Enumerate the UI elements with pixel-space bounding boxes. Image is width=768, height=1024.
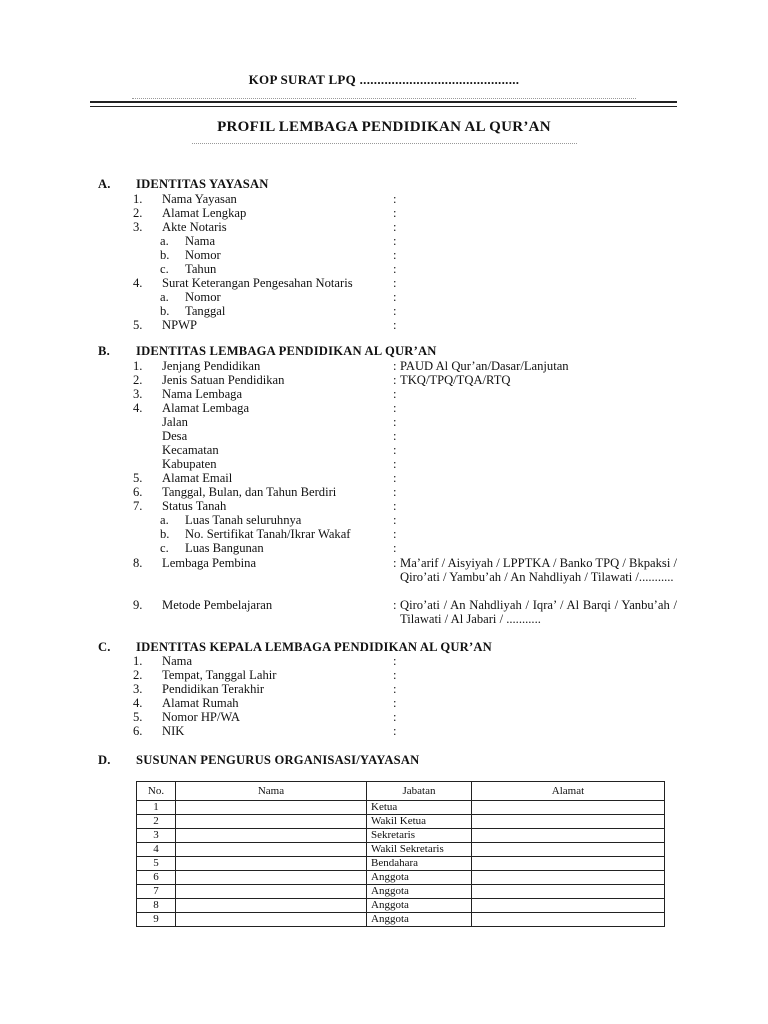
form-row [0,234,768,248]
row-number: a. [160,513,169,527]
cell-alamat [472,843,665,857]
row-label: Nama [162,654,193,668]
row-label: Nama Lembaga [162,387,243,401]
row-number: 2. [133,668,143,682]
row-colon: : [393,598,397,612]
title-dotted-line [192,137,577,144]
row-label: Kabupaten [162,457,217,471]
cell-no: 4 [137,843,176,857]
page-title: PROFIL LEMBAGA PENDIDIKAN AL QUR’AN [217,119,551,135]
cell-nama [176,829,367,843]
row-label: Jalan [162,415,188,429]
cell-alamat [472,829,665,843]
row-number: c. [160,541,169,555]
cell-jabatan: Anggota [367,913,472,927]
cell-nama [176,913,367,927]
table-row [137,885,665,899]
cell-jabatan: Bendahara [367,857,472,871]
metode-pembelajaran-options: Qiro’ati / An Nahdliyah / Iqra’ / Al Barqi / Yanbu’ah / Tilawati / Al Jabari / ........... [400,598,677,626]
form-row [0,710,768,724]
row-label: Lembaga Pembina [162,556,257,570]
cell-no: 1 [137,801,176,815]
row-number: 2. [133,373,143,387]
header-nama: Nama [176,782,367,801]
row-colon: : [393,471,397,485]
row-value: PAUD Al Qur’an/Dasar/Lanjutan [400,359,569,373]
row-label: Alamat Lembaga [162,401,250,415]
row-number: 8. [133,556,143,570]
row-number: 3. [133,220,143,234]
row-label: Akte Notaris [162,220,227,234]
cell-alamat [472,899,665,913]
cell-nama [176,871,367,885]
row-number: 3. [133,387,143,401]
row-colon: : [393,359,397,373]
row-label: Nomor HP/WA [162,710,241,724]
section-heading [98,753,419,768]
cell-no: 8 [137,899,176,913]
row-number: 1. [133,359,143,373]
form-row [0,401,768,415]
row-number: 5. [133,710,143,724]
table-row [137,913,665,927]
section-title: IDENTITAS YAYASAN [136,177,269,191]
cell-no: 3 [137,829,176,843]
section-title: IDENTITAS KEPALA LEMBAGA PENDIDIKAN AL QUR’AN [136,640,492,654]
row-colon: : [393,710,397,724]
table-row [137,871,665,885]
row-number: c. [160,262,169,276]
row-label: Status Tanah [162,499,227,513]
row-colon: : [393,415,397,429]
cell-alamat [472,801,665,815]
cell-nama [176,899,367,913]
row-label: Alamat Lengkap [162,206,247,220]
form-row [0,513,768,527]
form-row [0,192,768,206]
section-letter: B. [98,344,110,358]
row-colon: : [393,696,397,710]
letterhead-title: KOP SURAT LPQ ............................................. [248,72,520,87]
row-label: No. Sertifikat Tanah/Ikrar Wakaf [185,527,351,541]
row-label: Surat Keterangan Pengesahan Notaris [162,276,353,290]
row-label: Jenjang Pendidikan [162,359,261,373]
row-number: 3. [133,682,143,696]
row-colon: : [393,290,397,304]
letterhead-dotted-line [132,92,636,99]
form-row [0,206,768,220]
row-colon: : [393,682,397,696]
row-number: 4. [133,401,143,415]
cell-jabatan: Wakil Ketua [367,815,472,829]
table-row [137,815,665,829]
row-colon: : [393,527,397,541]
form-row [0,318,768,332]
row-label: Nama [185,234,216,248]
form-row [0,682,768,696]
row-label: Alamat Email [162,471,233,485]
row-label: Pendidikan Terakhir [162,682,265,696]
section-heading [98,344,437,359]
form-row [0,290,768,304]
row-number: 6. [133,485,143,499]
row-colon: : [393,262,397,276]
row-colon: : [393,654,397,668]
row-colon: : [393,206,397,220]
section-title: SUSUNAN PENGURUS ORGANISASI/YAYASAN [136,753,420,767]
row-number: 7. [133,499,143,513]
row-label: Tahun [185,262,217,276]
row-number: b. [160,248,170,262]
table-row [137,857,665,871]
cell-no: 7 [137,885,176,899]
row-number: a. [160,234,169,248]
header-alamat: Alamat [472,782,665,801]
row-label: Nomor [185,248,221,262]
cell-nama [176,885,367,899]
cell-nama [176,857,367,871]
table-row [137,829,665,843]
row-number: 6. [133,724,143,738]
form-row [0,457,768,471]
table-header-row [137,782,665,801]
row-colon: : [393,401,397,415]
cell-alamat [472,815,665,829]
row-label: Nama Yayasan [162,192,237,206]
row-colon: : [393,387,397,401]
form-row [0,527,768,541]
row-colon: : [393,457,397,471]
row-number: 4. [133,696,143,710]
cell-jabatan: Anggota [367,885,472,899]
row-colon: : [393,304,397,318]
cell-jabatan: Wakil Sekretaris [367,843,472,857]
table-row [137,843,665,857]
table-row [137,899,665,913]
cell-nama [176,815,367,829]
form-row [0,724,768,738]
row-number: 1. [133,192,143,206]
row-number: 4. [133,276,143,290]
form-row [0,443,768,457]
section-letter: A. [98,177,111,191]
cell-jabatan: Anggota [367,871,472,885]
lembaga-pembina-options: Ma’arif / Aisyiyah / LPPTKA / Banko TPQ / Bkpaksi / Qiro’ati / Yambu’ah / An Nahdliyah / Tilawati /........... [400,556,677,584]
row-number: b. [160,304,170,318]
row-label: Luas Tanah seluruhnya [185,513,302,527]
form-row [0,471,768,485]
pengurus-table [136,781,665,927]
row-colon: : [393,276,397,290]
section-heading [98,640,492,655]
cell-alamat [472,885,665,899]
row-number: a. [160,290,169,304]
row-colon: : [393,234,397,248]
row-label: Kecamatan [162,443,219,457]
row-number: 9. [133,598,143,612]
section-title: IDENTITAS LEMBAGA PENDIDIKAN AL QUR’AN [136,344,437,358]
row-colon: : [393,318,397,332]
row-colon: : [393,485,397,499]
row-colon: : [393,248,397,262]
form-row [0,668,768,682]
row-colon: : [393,499,397,513]
form-row [0,387,768,401]
row-colon: : [393,513,397,527]
row-colon: : [393,556,397,570]
row-number: 5. [133,471,143,485]
row-label: Tanggal [185,304,226,318]
row-label: Alamat Rumah [162,696,239,710]
row-number: 1. [133,654,143,668]
cell-nama [176,843,367,857]
cell-alamat [472,857,665,871]
cell-alamat [472,871,665,885]
form-row [0,499,768,513]
row-colon: : [393,541,397,555]
row-colon: : [393,668,397,682]
row-label: NIK [162,724,185,738]
row-number: 5. [133,318,143,332]
cell-no: 5 [137,857,176,871]
cell-no: 9 [137,913,176,927]
section-heading [98,177,269,192]
form-row [0,696,768,710]
form-row [0,373,768,387]
cell-nama [176,801,367,815]
form-row [0,359,768,373]
row-label: Desa [162,429,188,443]
row-colon: : [393,373,397,387]
row-colon: : [393,220,397,234]
row-label: Metode Pembelajaran [162,598,273,612]
cell-jabatan: Ketua [367,801,472,815]
cell-no: 2 [137,815,176,829]
section-letter: D. [98,753,111,767]
row-label: Tanggal, Bulan, dan Tahun Berdiri [162,485,337,499]
cell-jabatan: Sekretaris [367,829,472,843]
form-row [0,415,768,429]
row-colon: : [393,443,397,457]
row-colon: : [393,724,397,738]
header-no: No. [137,782,176,801]
header-jabatan: Jabatan [367,782,472,801]
row-label: NPWP [162,318,197,332]
form-row [0,485,768,499]
form-row [0,304,768,318]
form-row [0,220,768,234]
form-row [0,654,768,668]
form-row [0,429,768,443]
letterhead-double-rule [90,101,677,107]
row-label: Luas Bangunan [185,541,264,555]
cell-alamat [472,913,665,927]
row-label: Tempat, Tanggal Lahir [162,668,277,682]
row-label: Nomor [185,290,221,304]
form-row [0,262,768,276]
row-colon: : [393,192,397,206]
cell-jabatan: Anggota [367,899,472,913]
row-number: 2. [133,206,143,220]
cell-no: 6 [137,871,176,885]
form-row [0,541,768,555]
section-letter: C. [98,640,111,654]
table-body [137,801,665,927]
table-row [137,801,665,815]
form-row [0,248,768,262]
row-label: Jenis Satuan Pendidikan [162,373,285,387]
row-colon: : [393,429,397,443]
row-value: TKQ/TPQ/TQA/RTQ [400,373,511,387]
row-number: b. [160,527,170,541]
form-row [0,276,768,290]
